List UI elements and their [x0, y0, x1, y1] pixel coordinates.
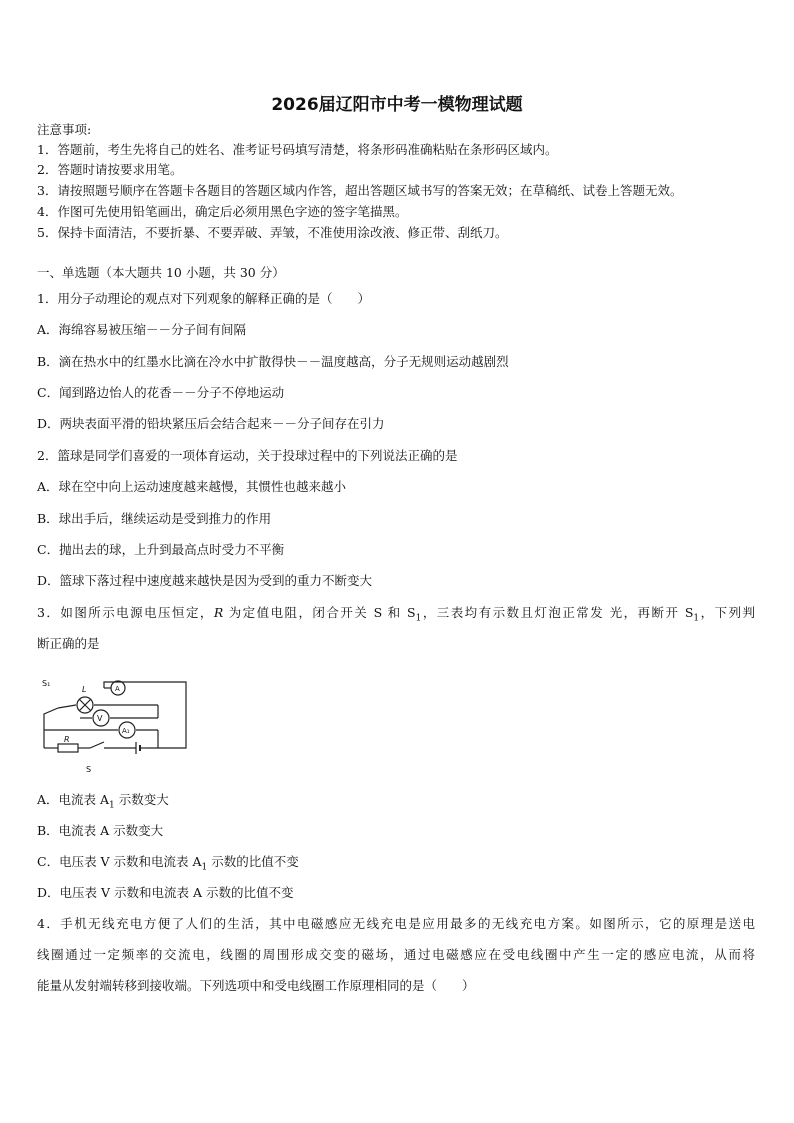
- option-text: C．电压表 V 示数和电流表 A: [37, 854, 202, 869]
- question-3-stem-line1: [37, 605, 755, 627]
- label-s1: S₁: [42, 679, 51, 688]
- question-2-option-b: B．球出手后，继续运动是受到推力的作用: [37, 511, 272, 526]
- question-2-option-a: A．球在空中向上运动速度越来越慢，其惯性也越来越小: [37, 479, 347, 494]
- label-a1: A₁: [122, 727, 130, 735]
- question-2-option-c: C．抛出去的球，上升到最高点时受力不平衡: [37, 542, 285, 557]
- question-3-option-c: [37, 854, 299, 876]
- label-s: S: [86, 765, 92, 774]
- question-2-option-d: D．篮球下落过程中速度越来越快是因为受到的重力不断变大: [37, 573, 373, 588]
- notice-item: 4．作图可先使用铅笔画出，确定后必须用黑色字迹的签字笔描黑。: [37, 204, 408, 219]
- question-1-option-c: C．闻到路边怡人的花香－－分子不停地运动: [37, 385, 285, 400]
- question-4-line2: 线圈通过一定频率的交流电，线圈的周围形成交变的磁场，通过电磁感应在受电线圈中产生一定的感应电流，从而将: [37, 947, 755, 962]
- notice-item: 2．答题时请按要求用笔。: [37, 162, 183, 177]
- question-3-option-d: D．电压表 V 示数和电流表 A 示数的比值不变: [37, 885, 294, 900]
- question-4-line3: 能量从发射端转移到接收端。下列选项中和受电线圈工作原理相同的是（ ）: [37, 978, 475, 993]
- question-1-option-b: B．滴在热水中的红墨水比滴在冷水中扩散得快－－温度越高，分子无规则运动越剧烈: [37, 354, 509, 369]
- notice-item: 1．答题前，考生先将自己的姓名、准考证号码填写清楚，将条形码准确粘贴在条形码区域内。: [37, 142, 558, 157]
- question-4-line1: 4．手机无线充电方便了人们的生活，其中电磁感应无线充电是应用最多的无线充电方案。如图所示，它的原理是送电: [37, 916, 755, 931]
- label-r: R: [64, 735, 70, 744]
- notice-item: 3．请按照题号顺序在答题卡各题目的答题区域内作答，超出答题区域书写的答案无效；在草稿纸、试卷上答题无效。: [37, 183, 683, 198]
- label-l: L: [82, 685, 87, 694]
- question-1-stem: 1．用分子动理论的观点对下列观象的解释正确的是（ ）: [37, 291, 370, 306]
- stem-text: 为定值电阻，闭合开关 S 和 S: [223, 605, 416, 620]
- question-1-option-d: D．两块表面平滑的铅块紧压后会结合起来－－分子间存在引力: [37, 416, 385, 431]
- question-3-option-b: B．电流表 A 示数变大: [37, 823, 164, 838]
- question-2-stem: 2．篮球是同学们喜爱的一项体育运动，关于投球过程中的下列说法正确的是: [37, 448, 458, 463]
- circuit-diagram: [40, 672, 200, 778]
- section-heading: 一、单选题（本大题共 10 小题，共 30 分）: [37, 265, 285, 280]
- subscript: 1: [693, 613, 700, 624]
- option-text: 示数变大: [114, 792, 169, 807]
- resistor-icon: [58, 744, 78, 752]
- option-text: A．电流表 A: [37, 792, 110, 807]
- question-3-stem-line2: 断正确的是: [37, 636, 100, 651]
- notice-item: 5．保持卡面清洁，不要折暴、不要弄破、弄皱，不准使用涂改液、修正带、刮纸刀。: [37, 225, 508, 240]
- option-text: 示数的比值不变: [207, 854, 299, 869]
- subscript: 1: [109, 800, 115, 811]
- label-a: A: [115, 685, 120, 693]
- label-v: V: [97, 714, 103, 723]
- notice-heading: 注意事项:: [37, 122, 92, 137]
- stem-text: ，下列判: [699, 605, 755, 620]
- subscript: 1: [201, 862, 208, 873]
- question-3-option-a: [37, 792, 169, 814]
- stem-text: 3．如图所示电源电压恒定，: [37, 605, 214, 620]
- stem-text: ，三表均有示数且灯泡正常发 光，再断开 S: [421, 605, 694, 620]
- page-title: 2026届辽阳市中考一模物理试题: [271, 95, 523, 115]
- switch-s: [90, 742, 104, 748]
- question-1-option-a: A．海绵容易被压缩－－分子间有间隔: [37, 322, 247, 337]
- subscript: 1: [415, 613, 422, 624]
- wire: [44, 708, 58, 748]
- wire: [58, 705, 76, 708]
- resistor-symbol: R: [213, 605, 224, 620]
